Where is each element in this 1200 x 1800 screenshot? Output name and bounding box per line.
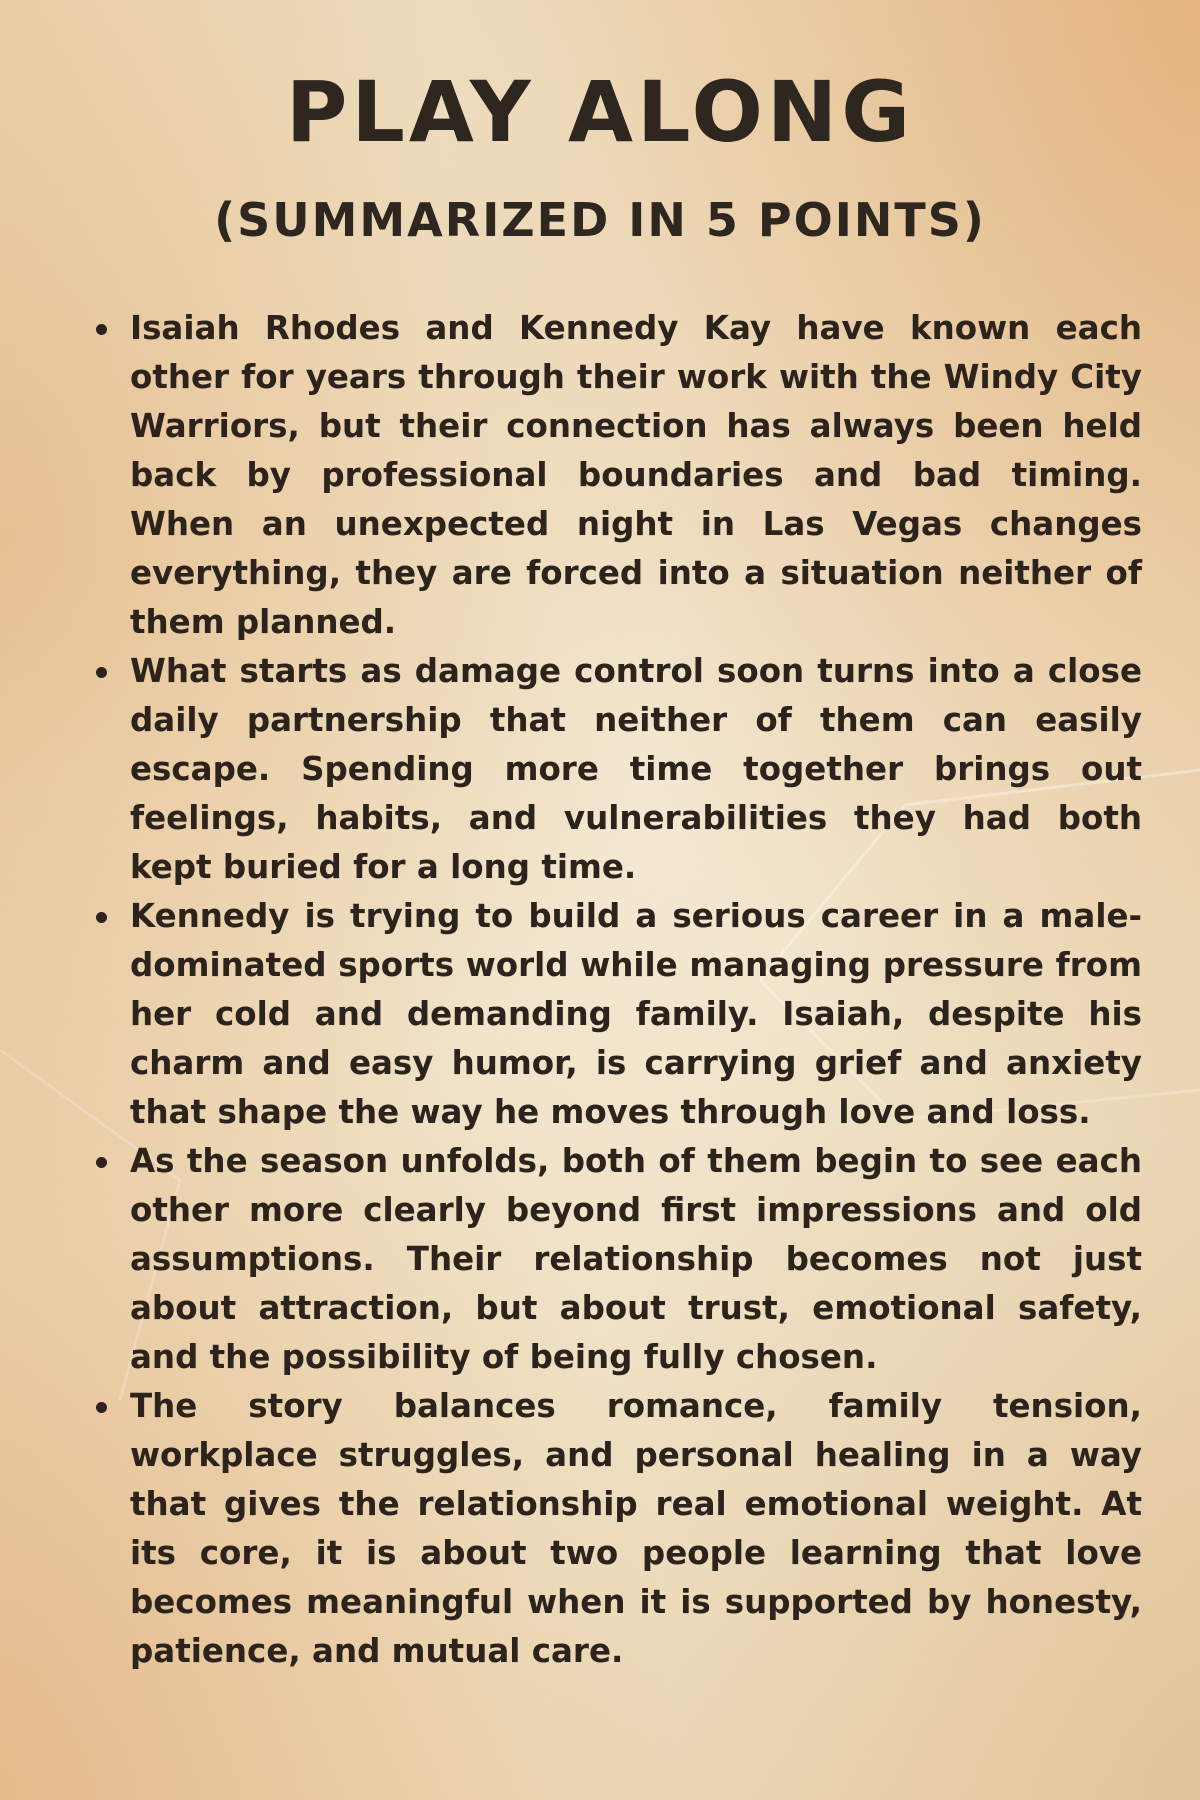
summary-point — [90, 892, 1142, 1137]
summary-point-text: As the season unfolds, both of them begin to see each other more clearly beyond first impressions and old assumptions. Their relationship becomes not just about attraction, but about trust, emotional safety, and the possibility of being fully chosen. — [130, 1142, 1142, 1376]
summary-point-text: The story balances romance, family tension, workplace struggles, and personal healing in a way that gives the relationship real emotional weight. At its core, it is about two people learning that love becomes meaningful when it is supported by honesty, patience, and mutual care. — [130, 1387, 1142, 1670]
bullet-icon — [96, 324, 107, 335]
page-subtitle: (SUMMARIZED IN 5 POINTS) — [214, 193, 986, 247]
bullet-icon — [96, 667, 107, 678]
summary-point — [90, 1382, 1142, 1676]
summary-point — [90, 304, 1142, 647]
page-title: PLAY ALONG — [285, 63, 915, 161]
summary-point-text: What starts as damage control soon turns into a close daily partnership that neither of them can easily escape. Spending more time together brings out feelings, habits, and vulnerabilities they had both kept buried for a long time. — [130, 652, 1142, 886]
bullet-icon — [96, 912, 107, 923]
bullet-icon — [96, 1402, 107, 1413]
summary-point-text: Kennedy is trying to build a serious career in a male-dominated sports world while managing pressure from her cold and demanding family. Isaiah, despite his charm and easy humor, is carrying grief and anxiety that shape the way he moves through love and loss. — [130, 897, 1142, 1131]
summary-point — [90, 647, 1142, 892]
summary-points-list — [90, 304, 1142, 1676]
bullet-icon — [96, 1157, 107, 1168]
summary-point — [90, 1137, 1142, 1382]
summary-point-text: Isaiah Rhodes and Kennedy Kay have known each other for years through their work with the Windy City Warriors, but their connection has always been held back by professional boundaries and bad timing. When an unexpected night in Las Vegas changes everything, they are forced into a situation neither of them planned. — [130, 309, 1142, 641]
